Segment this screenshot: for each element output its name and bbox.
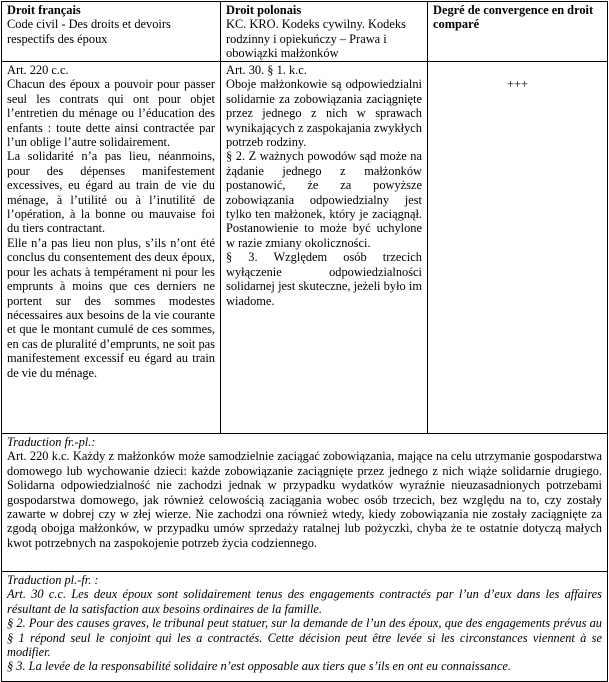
translation-fr-pl-label: Traduction fr.-pl.: (7, 435, 96, 449)
polish-article-ref: Art. 30. § 1. k.c. (226, 63, 307, 77)
header-convergence-title: Degré de convergence en droit comparé (433, 3, 594, 32)
comparison-table (1, 1, 608, 682)
french-paragraph-2: La solidarité n’a pas lieu, néanmoins, pour des dépenses manifestement excessives, eu égard au train de vie du ménage, à l’utilité ou à l’inutilité de l’opération, à la bonne ou mauvaise foi du tiers contractant. (7, 149, 215, 236)
convergence-cell (428, 62, 608, 434)
translation-pl-fr-paragraph-1: Art. 30 c.c. Les deux époux sont solidairement tenus des engagements contractés par l’un d’eux dans les affaires résultant de la satisfaction aux besoins ordinaires de la famille. (7, 587, 602, 616)
polish-paragraph-1: Oboje małżonkowie są odpowiedzialni solidarnie za zobowiązania zaciągnięte przez jednego z nich w sprawach wynikających z zaspokajania zwykłych potrzeb rodziny. (226, 77, 422, 150)
header-row (2, 2, 608, 62)
translation-fr-pl-text: Art. 220 k.c. Każdy z małżonków może samodzielnie zaciągać zobowiązania, mające na celu utrzymanie gospodarstwa domowego lub wychowanie dzieci: każde zobowiązanie zaciągnięte przez jednego z nich wiąże solidarnie drugiego. Solidarna odpowiedzialność nie zachodzi jednak w przypadku wydatków wyraźnie nieuzasadnionych potrzebami gospodarstwa domowego, jak również celowością zaciągania wobec osób trzecich, bez względu na to, czy zostały zawarte w dobrej czy w złej wierze. Nie zachodzi ona również wtedy, kiedy zobowiązania nie zostały zaciągnięte za zgodą obojga małżonków, w przypadku umów sprzedaży ratalnej lub pożyczki, chyba że te ostatnie dotyczą małych kwot potrzebnych na zaspokojenie potrzeb życia codziennego. (7, 449, 602, 550)
translation-fr-pl-row (2, 434, 608, 572)
translation-pl-fr-cell (2, 572, 608, 682)
translation-pl-fr-paragraph-3: § 3. La levée de la responsabilité solidaire n’est opposable aux tiers que s’ils en ont eu connaissance. (7, 659, 511, 674)
translation-fr-pl-cell (2, 434, 608, 572)
french-paragraph-3: Elle n’a pas lieu non plus, s’ils n’ont été conclus du consentement des deux époux, pour les achats à tempérament ni pour les emprunts à moins que ces derniers ne portent sur des sommes modestes nécessaires aux besoins de la vie courante et que le montant cumulé de ces sommes, en cas de pluralité d’emprunts, ne soit pas manifestement excessif eu égard au train de vie du ménage. (7, 235, 215, 380)
convergence-rating: +++ (507, 77, 528, 91)
french-article-cell (2, 62, 221, 434)
french-article-ref: Art. 220 c.c. (7, 63, 69, 77)
translation-pl-fr-label: Traduction pl.-fr. : (7, 573, 99, 587)
header-french-subtitle: Code civil - Des droits et devoirs respectifs des époux (7, 17, 171, 46)
polish-article-cell (221, 62, 428, 434)
polish-paragraph-2: § 2. Z ważnych powodów sąd może na żądanie jednego z małżonków postanowić, że za powyższe zobowiązania odpowiedzialny jest tylko ten małżonek, który je zaciągnął. Postanowienie to może być uchylone w razie zmiany okoliczności. (226, 149, 422, 250)
translation-pl-fr-paragraph-2: § 2. Pour des causes graves, le tribunal peut statuer, sur la demande de l’un des époux, que des engagements prévus au § 1 répond seul le conjoint qui les a contractés. Cette décision peut être levée si les circonstances viennent à se modifier. (7, 616, 602, 660)
article-row (2, 62, 608, 434)
header-french-cell (2, 2, 221, 62)
header-french-title: Droit français (7, 3, 81, 17)
translation-pl-fr-row (2, 572, 608, 682)
header-polish-title: Droit polonais (226, 3, 302, 17)
polish-paragraph-3: § 3. Względem osób trzecich wyłączenie odpowiedzialności solidarnej jest skuteczne, jeżeli było im wiadome. (226, 250, 422, 308)
header-polish-cell (221, 2, 428, 62)
french-paragraph-1: Chacun des époux a pouvoir pour passer seul les contrats qui ont pour objet l’entretien du ménage ou l’éducation des enfants : toute dette ainsi contractée par l’un oblige l’autre solidairement. (7, 77, 215, 150)
header-convergence-cell (428, 2, 608, 62)
header-polish-subtitle: KC. KRO. Kodeks cywilny. Kodeks rodzinny i opiekuńczy – Prawa i obowiązki małżonków (226, 17, 406, 61)
